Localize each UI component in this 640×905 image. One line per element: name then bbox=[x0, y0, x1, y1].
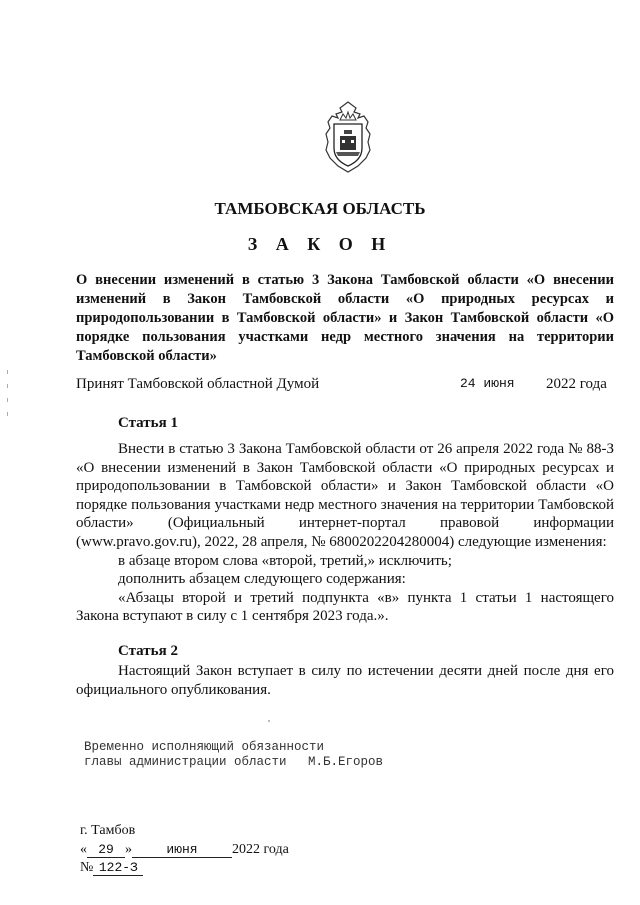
number-value: 122-З bbox=[93, 860, 143, 876]
law-title: З А К О Н bbox=[247, 234, 393, 254]
article-1-paragraph: дополнить абзацем следующего содержания: bbox=[118, 571, 406, 588]
article-1-heading: Статья 1 bbox=[118, 415, 178, 431]
adoption-text: Принят Тамбовской областной Думой bbox=[76, 376, 320, 392]
date-year: 2022 года bbox=[232, 842, 289, 857]
signature-block bbox=[84, 740, 384, 770]
law-number bbox=[80, 860, 143, 876]
article-2-heading: Статья 2 bbox=[118, 643, 178, 659]
signing-date bbox=[80, 842, 320, 858]
article-1-body bbox=[76, 440, 614, 626]
adoption-year: 2022 года bbox=[546, 376, 607, 392]
date-open-quote: « bbox=[80, 842, 87, 857]
number-prefix: № bbox=[80, 860, 94, 875]
date-close-quote: » bbox=[125, 842, 132, 857]
article-1-paragraph: в абзаце втором слова «второй, третий,» исключить; bbox=[118, 552, 452, 569]
coat-of-arms-emblem bbox=[318, 98, 378, 178]
region-title: ТАМБОВСКАЯ ОБЛАСТЬ bbox=[214, 199, 426, 218]
margin-scan-marks bbox=[6, 370, 9, 430]
place-of-signing: г. Тамбов bbox=[80, 823, 136, 838]
adoption-date: 24 июня bbox=[460, 376, 515, 391]
adoption-line bbox=[76, 376, 614, 393]
scan-dot bbox=[268, 720, 270, 722]
signature-title-line-2: главы администрации области bbox=[84, 755, 287, 769]
law-subject: О внесении изменений в статью 3 Закона Тамбовской области «О внесении изменений в Закон Тамбовской области «О природных ресурсах и природопользовании в Тамбовской области» и Закон Тамбовской области «О порядке пользования участками недр местного значения на территории Тамбовской области» bbox=[76, 272, 614, 364]
date-month: июня bbox=[132, 842, 232, 858]
date-day: 29 bbox=[87, 842, 125, 858]
article-1-paragraph: Внести в статью 3 Закона Тамбовской области от 26 апреля 2022 года № 88-З «О внесении изменений в Закон Тамбовской области «О природных ресурсах и природопользовании в Тамбовской области» и Закон Тамбовской области «О порядке пользования участками недр местного значения на территории Тамбовской области» (Официальный интернет-портал правовой информации (www.pravo.gov.ru), 2022, 28 апреля, № 6800202204280004) следующие изменения: bbox=[76, 441, 614, 550]
article-2-body bbox=[76, 662, 614, 699]
signature-title-line-1: Временно исполняющий обязанности bbox=[84, 740, 325, 754]
article-1-paragraph: «Абзацы второй и третий подпункта «в» пункта 1 статьи 1 настоящего Закона вступают в силу с 1 сентября 2023 года.». bbox=[76, 589, 614, 625]
article-2-paragraph: Настоящий Закон вступает в силу по истечении десяти дней после дня его официального опубликования. bbox=[76, 663, 614, 698]
signature-name: М.Б.Егоров bbox=[308, 755, 384, 769]
